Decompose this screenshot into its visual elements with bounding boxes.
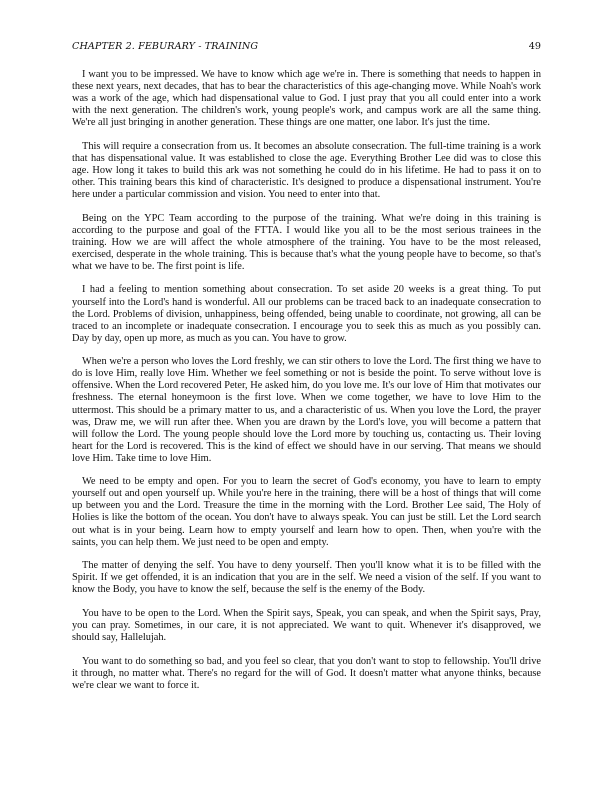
paragraph: You have to be open to the Lord. When the Spirit says, Speak, you can speak, and when the Spirit says, Pray, you can pray. Sometimes, in our care, it is not appreciated. We want to quit. Whenever it's disapproved, we should say, Hallelujah. [72,607,541,644]
running-header [72,41,541,53]
paragraph: I want you to be impressed. We have to know which age we're in. There is something that needs to happen in these next years, next decades, that has to bear the characteristics of this age-changing move. While Noah's work was a work of the age, which had dispensational value to God. I just pray that you all could enter into a work with the next generation. The children's work, young people's work, and campus work are all the same thing. We're all just bringing in another generation. These things are one matter, one labor. It's just the time. [72,69,541,129]
chapter-title: CHAPTER 2. FEBURARY - TRAINING [72,41,259,52]
document-page [72,41,541,703]
page-number: 49 [528,41,541,52]
paragraph: I had a feeling to mention something about consecration. To set aside 20 weeks is a great thing. To put yourself into the Lord's hand is wonderful. All our problems can be traced back to an inadequate consecration to the Lord. Problems of division, unhappiness, being offended, being unable to coordinate, not growing, all can be traced to an incomplete or inadequate consecration. I encourage you to seek this as much as you possibly can. Day by day, open up more, as much as you can. You have to grow. [72,284,541,344]
body-text [72,69,541,692]
paragraph: This will require a consecration from us. It becomes an absolute consecration. The full-time training is a work that has dispensational value. It was established to close the age. Everything Brother Lee did was to close this age. How long it takes to build this ark was not something he could do in his lifetime. He had to pass it on to other. This training bears this kind of characteristic. It's designed to produce a dispensational instrument. You're here under a particular commission and vision. You need to enter into that. [72,140,541,201]
paragraph: We need to be empty and open. For you to learn the secret of God's economy, you have to learn to empty yourself out and open yourself up. While you're here in the training, there will be a host of things that will come up between you and the Lord. Treasure the time in the morning with the Lord. Brother Lee said, The Holy of Holies is like the bottom of the ocean. You don't have to always speak. You can just be still. Let the Lord search out what is in your being. Learn how to empty yourself and learn how to open. Then, when you're with the saints, you can help them. We just need to be open and empty. [72,476,541,548]
paragraph: You want to do something so bad, and you feel so clear, that you don't want to stop to fellowship. You'll drive it through, no matter what. There's no regard for the will of God. It doesn't matter what anyone thinks, because we're clear we want to force it. [72,655,541,691]
paragraph: The matter of denying the self. You have to deny yourself. Then you'll know what it is to be filled with the Spirit. If we get offended, it is an indication that you are in the self. We need a vision of the self. If you want to know the Body, you have to know the self, because the self is the enemy of the Body. [72,560,541,596]
paragraph: When we're a person who loves the Lord freshly, we can stir others to love the Lord. The first thing we have to do is love Him, really love Him. Whether we feel something or not is beside the point. To serve without love is offensive. When the Lord recovered Peter, He asked him, do you love me. It's our love of Him that motivates our freshness. The eternal honeymoon is the first love. When we come together, we have to love Him to the uttermost. This should be a primary matter to us, and a characteristic of us. When you love the Lord, the prayer was, Draw me, we will run after thee. When you are drawn by the Lord's love, you will become a pattern that will follow the Lord. The young people should love the Lord more by touching us, contacting us. Their loving heart for the Lord is recovered. This is the kind of effect we should have in our serving. That means we should love Him. Take time to love Him. [72,356,541,464]
paragraph: Being on the YPC Team according to the purpose of the training. What we're doing in this training is according to the purpose and goal of the FTTA. I would like you all to be the most serious trainees in the training. How we are will affect the whole atmosphere of the training. You have to be the most released, exercised, desperate in the whole training. This is because that's what the young people have to become, so that's what we have to be. The first point is life. [72,212,541,272]
